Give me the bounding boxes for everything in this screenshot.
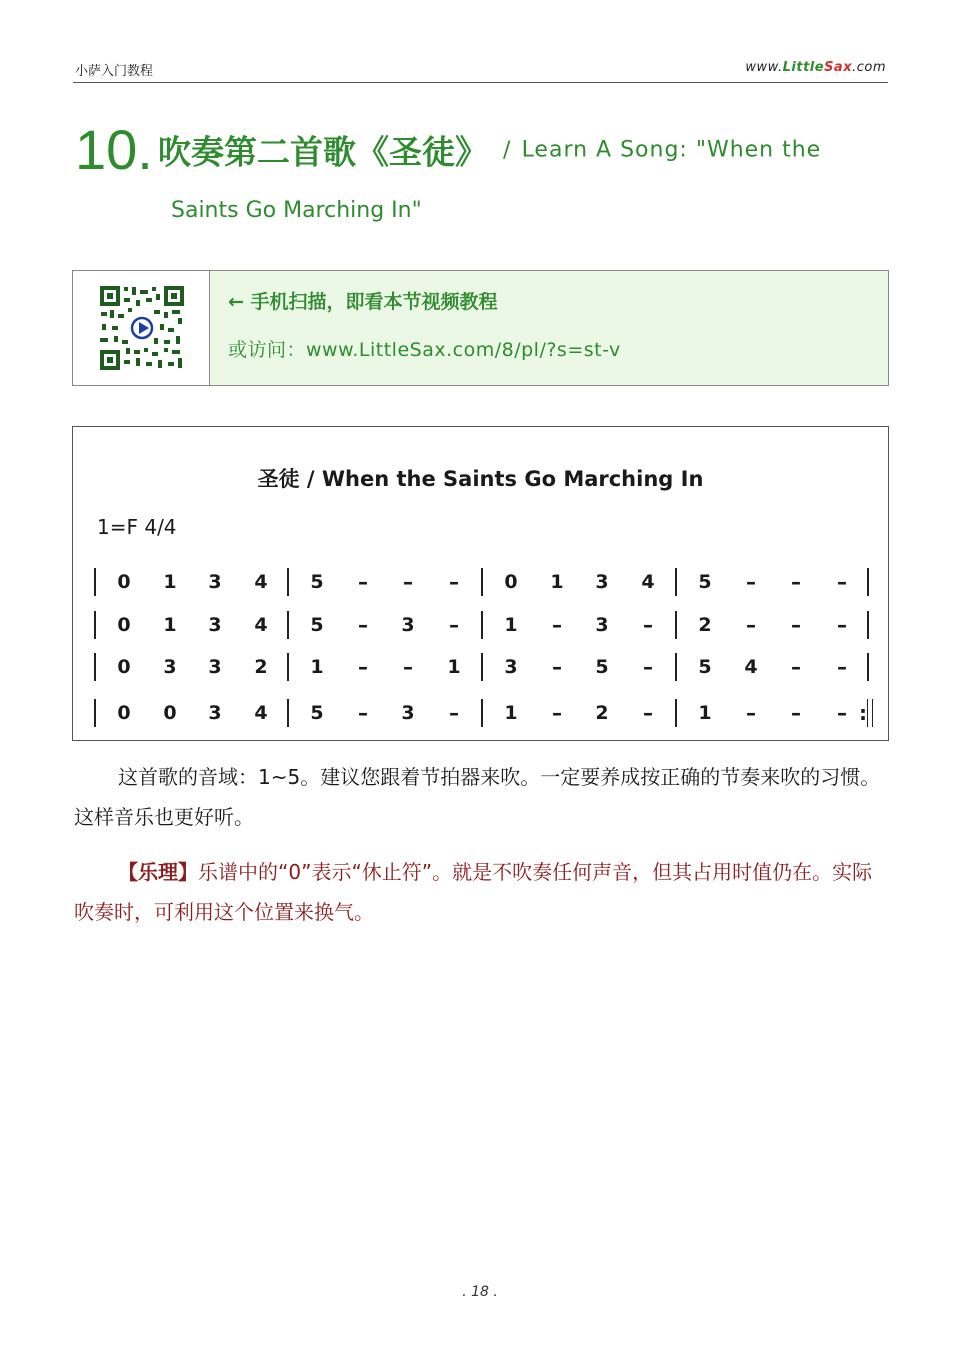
score-note: 4 [254, 571, 268, 593]
bar-line [94, 568, 96, 596]
score-note: 3 [208, 614, 222, 636]
end-double-bar [867, 699, 873, 727]
sustain-dash: – [358, 701, 368, 725]
bar-line [287, 611, 289, 639]
score-note: 3 [595, 571, 609, 593]
sustain-dash: – [791, 701, 801, 725]
score-note: 1 [310, 656, 324, 678]
score-note: 4 [641, 571, 655, 593]
video-url[interactable]: 或访问：www.LittleSax.com/8/pl/?s=st-v [228, 339, 621, 361]
range-paragraph: 这首歌的音域：1~5。建议您跟着节拍器来吹。一定要养成按正确的节奏来吹的习惯。这样音乐也更好听。 [74, 765, 881, 829]
bar-line [481, 611, 483, 639]
sustain-dash: – [746, 570, 756, 594]
bar-line [867, 653, 869, 681]
page-header [73, 56, 888, 83]
score-title: 圣徒 / When the Saints Go Marching In [257, 467, 704, 491]
score-key-signature: 1=F 4/4 [97, 515, 177, 539]
score-note: 1 [698, 702, 712, 724]
score-note: 4 [744, 656, 758, 678]
music-score [72, 426, 889, 741]
score-note: 2 [595, 702, 609, 724]
score-note: 3 [163, 656, 177, 678]
sustain-dash: – [449, 701, 459, 725]
sustain-dash: – [552, 655, 562, 679]
sustain-dash: – [552, 613, 562, 637]
bar-line [94, 699, 96, 727]
bar-line [287, 568, 289, 596]
bar-line [94, 653, 96, 681]
scan-hint: ← 手机扫描，即看本节视频教程 [228, 291, 498, 313]
score-note: 5 [595, 656, 609, 678]
score-note: 3 [504, 656, 518, 678]
theory-text: 乐谱中的“0”表示“休止符”。就是不吹奏任何声音，但其占用时值仍在。实际吹奏时，可利用这个位置来换气。 [74, 860, 873, 924]
bar-line [675, 611, 677, 639]
score-note: 4 [254, 614, 268, 636]
header-site[interactable] [745, 60, 886, 75]
score-note: 3 [208, 571, 222, 593]
score-note: 3 [208, 702, 222, 724]
score-note: 1 [163, 571, 177, 593]
sustain-dash: – [837, 570, 847, 594]
score-note: 3 [401, 614, 415, 636]
score-row [91, 699, 871, 729]
score-note: 0 [117, 656, 131, 678]
score-note: 0 [117, 702, 131, 724]
score-row [91, 568, 871, 598]
bar-line [481, 568, 483, 596]
bar-line [481, 699, 483, 727]
theory-tag: 【乐理】 [118, 860, 198, 884]
score-note: 0 [504, 571, 518, 593]
title-slash: / [503, 137, 511, 163]
sustain-dash: – [358, 570, 368, 594]
sustain-dash: – [837, 655, 847, 679]
site-sax: Sax [824, 60, 853, 75]
score-note: 5 [698, 571, 712, 593]
sustain-dash: – [449, 613, 459, 637]
page-number: . 18 . [462, 1284, 498, 1300]
site-suffix: .com [852, 60, 886, 75]
header-title: 小萨入门教程 [75, 64, 154, 79]
score-note: 0 [117, 571, 131, 593]
sustain-dash: – [643, 701, 653, 725]
score-note: 5 [698, 656, 712, 678]
sustain-dash: – [643, 613, 653, 637]
sustain-dash: – [791, 570, 801, 594]
sustain-dash: – [746, 613, 756, 637]
score-note: 1 [163, 614, 177, 636]
bar-line [675, 653, 677, 681]
sustain-dash: – [791, 613, 801, 637]
qr-code[interactable] [73, 271, 210, 385]
score-row [91, 611, 871, 641]
bar-line [867, 611, 869, 639]
score-note: 4 [254, 702, 268, 724]
score-note: 5 [310, 702, 324, 724]
bar-line [867, 568, 869, 596]
sustain-dash: – [403, 570, 413, 594]
score-note: 1 [504, 614, 518, 636]
sustain-dash: – [643, 655, 653, 679]
bar-line [287, 653, 289, 681]
repeat-sign: : [859, 701, 867, 725]
sustain-dash: – [837, 701, 847, 725]
bar-line [675, 699, 677, 727]
score-note: 2 [698, 614, 712, 636]
score-note: 1 [504, 702, 518, 724]
score-note: 3 [208, 656, 222, 678]
site-little: Little [782, 60, 825, 75]
score-note: 3 [401, 702, 415, 724]
score-note: 5 [310, 571, 324, 593]
score-note: 1 [550, 571, 564, 593]
section-number: 10. [75, 118, 153, 181]
score-row [91, 653, 871, 683]
site-prefix: www. [745, 60, 783, 75]
score-note: 0 [117, 614, 131, 636]
sustain-dash: – [552, 701, 562, 725]
bar-line [481, 653, 483, 681]
bar-line [287, 699, 289, 727]
bar-line [94, 611, 96, 639]
qr-code-icon [98, 284, 186, 372]
sustain-dash: – [358, 613, 368, 637]
sustain-dash: – [791, 655, 801, 679]
sustain-dash: – [449, 570, 459, 594]
score-note: 1 [447, 656, 461, 678]
score-note: 0 [163, 702, 177, 724]
video-link-box [72, 270, 889, 386]
bar-line [675, 568, 677, 596]
sustain-dash: – [837, 613, 847, 637]
score-note: 5 [310, 614, 324, 636]
section-title-cn: 吹奏第二首歌《圣徒》 [157, 132, 488, 172]
sustain-dash: – [358, 655, 368, 679]
sustain-dash: – [746, 701, 756, 725]
section-title-en: Learn A Song: "When the [521, 137, 822, 163]
section-title-en-line2: Saints Go Marching In" [171, 198, 422, 223]
sustain-dash: – [403, 655, 413, 679]
score-note: 2 [254, 656, 268, 678]
theory-paragraph [74, 852, 889, 932]
section-title [75, 118, 895, 223]
score-note: 3 [595, 614, 609, 636]
